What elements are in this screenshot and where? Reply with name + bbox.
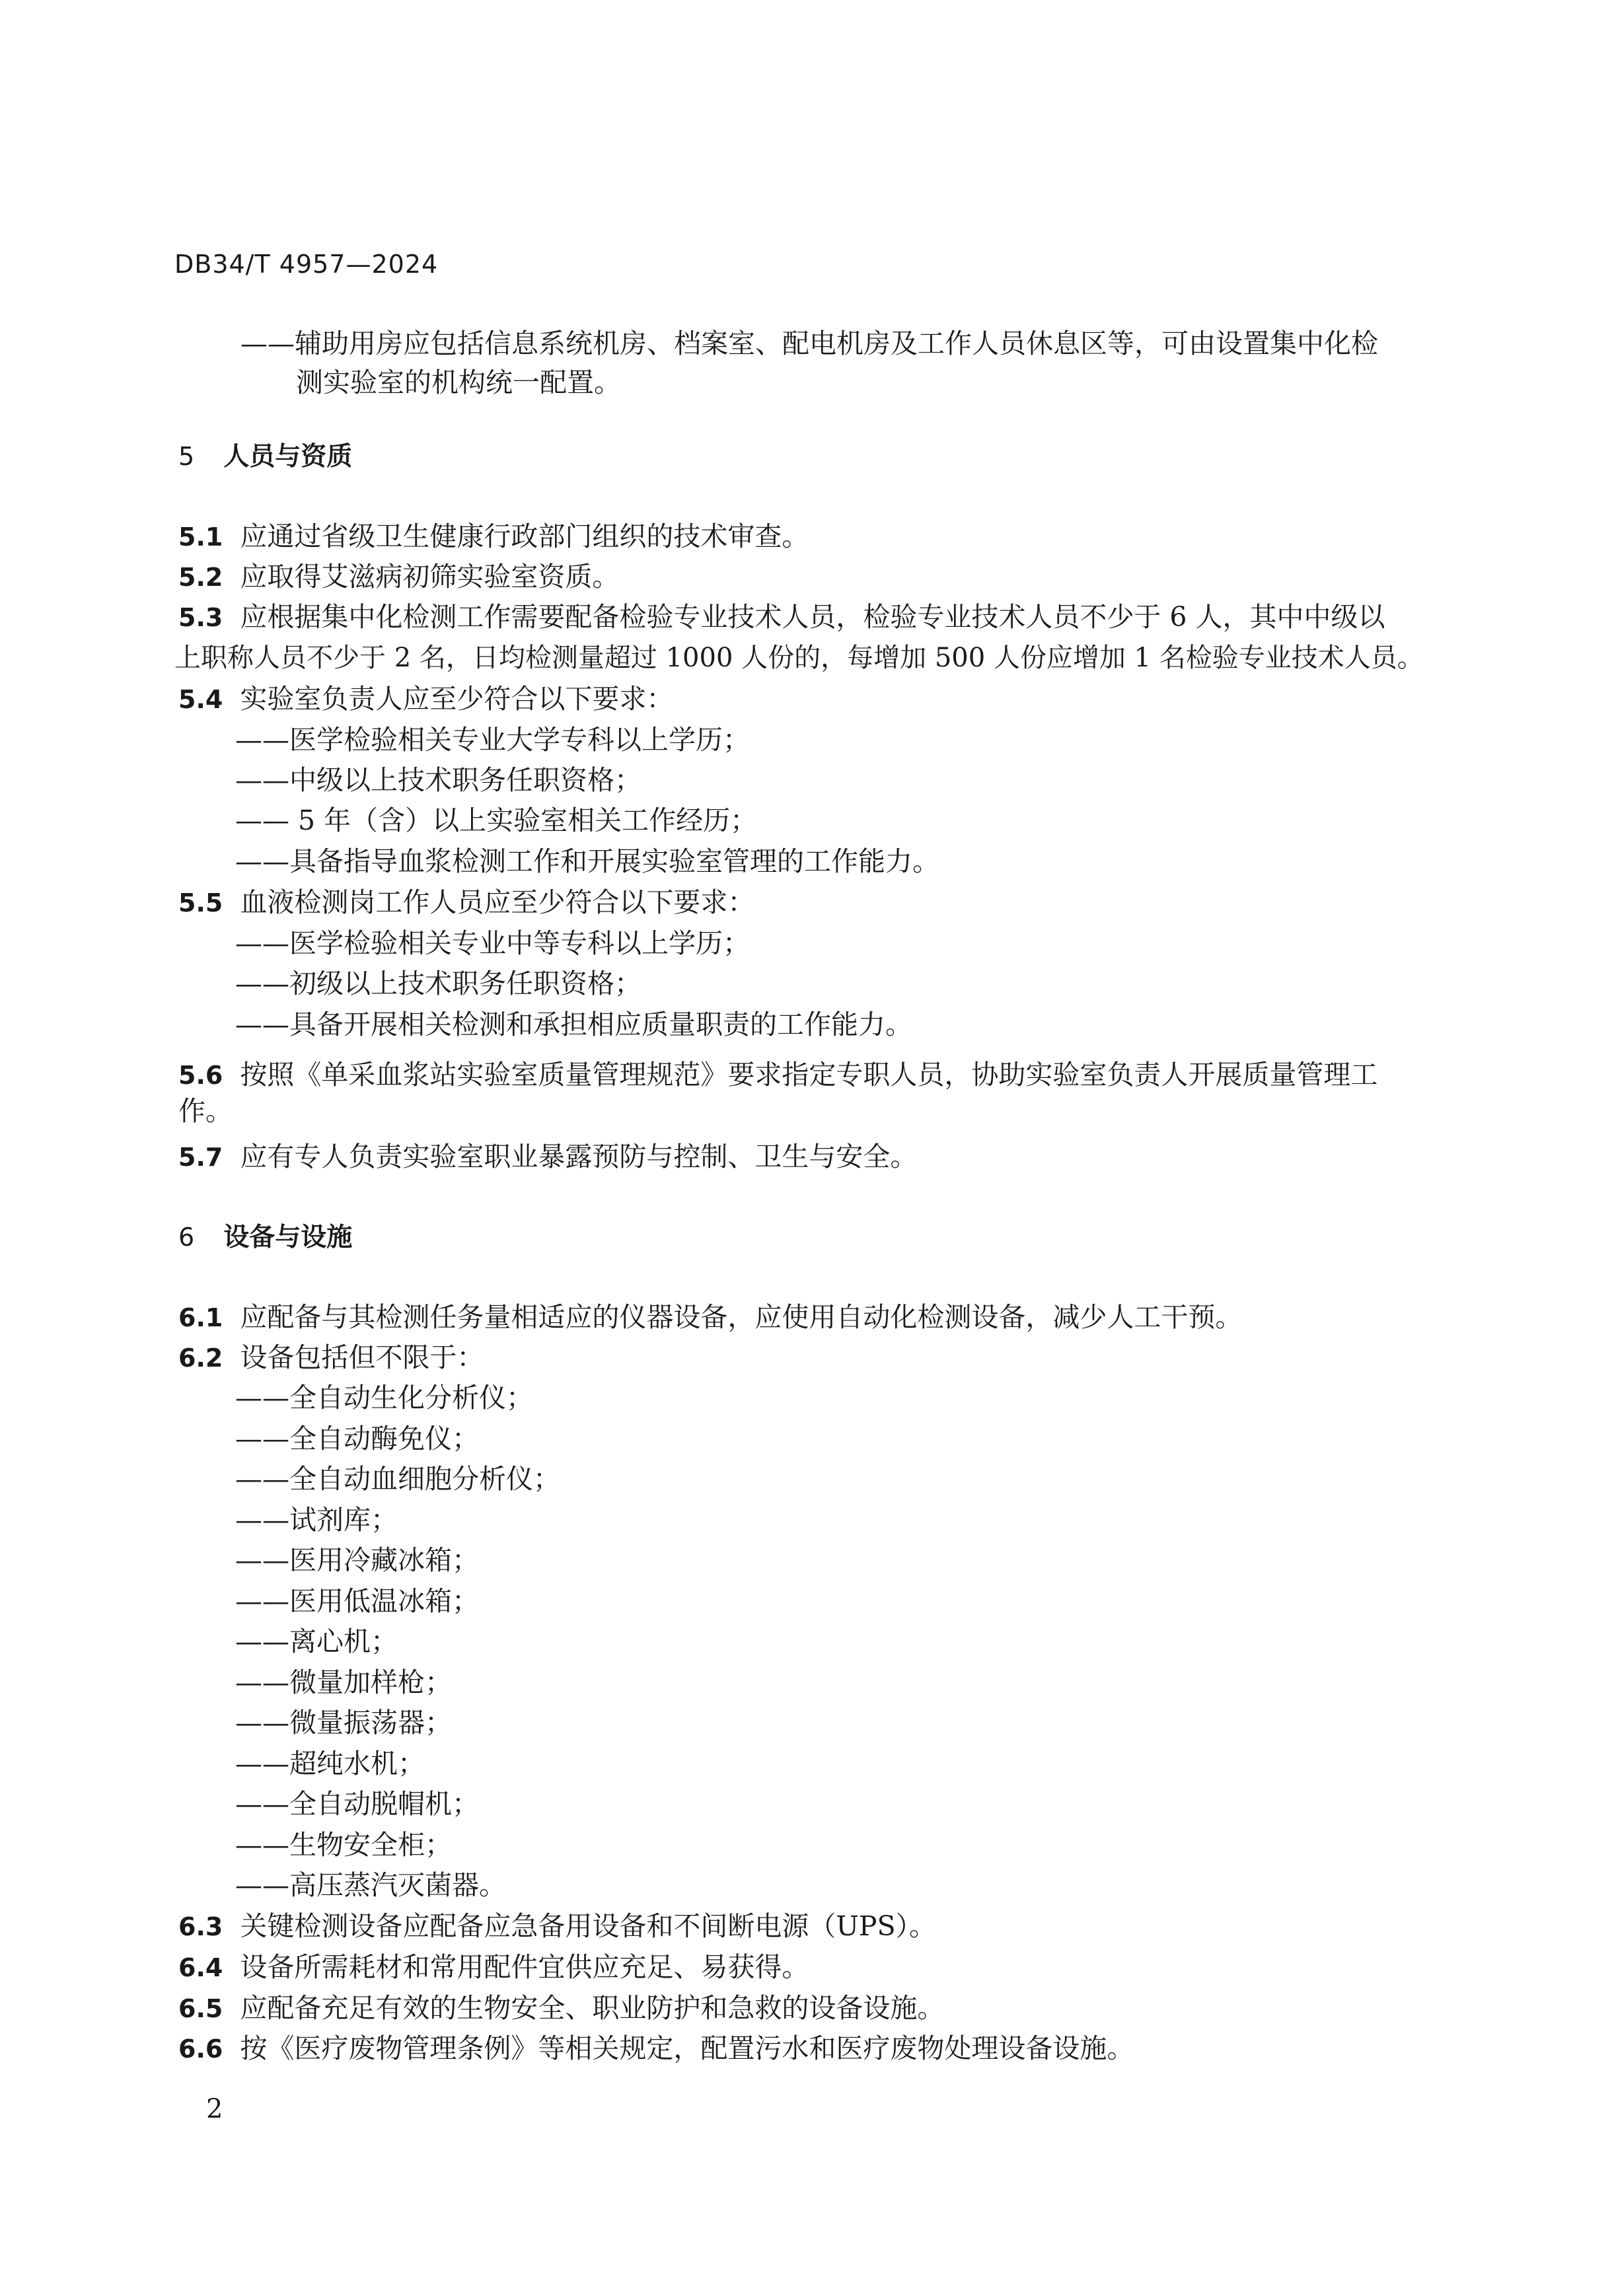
list-item: ——全自动酶免仪； [235, 1423, 479, 1454]
list-item: ——具备开展相关检测和承担相应质量职责的工作能力。 [235, 1009, 912, 1040]
clause-5-5: 5.5 血液检测岗工作人员应至少符合以下要求： [178, 886, 755, 918]
list-item: ——高压蒸汽灭菌器。 [235, 1869, 506, 1901]
clause-6-3: 6.3 关键检测设备应配备应急备用设备和不间断电源（UPS）。 [178, 1910, 937, 1942]
list-item: ——试剂库； [235, 1504, 398, 1536]
section-heading: 5 人员与资质 [178, 442, 353, 472]
list-item: ——超纯水机； [235, 1748, 425, 1779]
clause-6-4: 6.4 设备所需耗材和常用配件宜供应充足、易获得。 [178, 1951, 809, 1983]
list-item: ——初级以上技术职务任职资格； [235, 968, 642, 999]
clause-6-5: 6.5 应配备充足有效的生物安全、职业防护和急救的设备设施。 [178, 1992, 945, 2024]
section-heading: 6 设备与设施 [178, 1223, 353, 1252]
clause-5-7: 5.7 应有专人负责实验室职业暴露预防与控制、卫生与安全。 [178, 1141, 918, 1172]
list-item: ——医学检验相关专业大学专科以上学历； [235, 724, 750, 756]
list-item: ——微量加样枪； [235, 1667, 452, 1698]
clause-5-4: 5.4 实验室负责人应至少符合以下要求： [178, 683, 674, 715]
clause-5-2: 5.2 应取得艾滋病初筛实验室资质。 [178, 561, 620, 592]
document-code: DB34/T 4957—2024 [174, 250, 439, 279]
list-item: ——医用低温冰箱； [235, 1585, 479, 1617]
list-item: —— 5 年（含）以上实验室相关工作经历； [235, 805, 758, 836]
list-item: ——离心机； [235, 1626, 398, 1657]
list-item: ——全自动血细胞分析仪； [235, 1463, 560, 1495]
list-item: ——具备指导血浆检测工作和开展实验室管理的工作能力。 [235, 845, 939, 877]
list-item: ——微量振荡器； [235, 1707, 452, 1739]
clause-6-6: 6.6 按《医疗废物管理条例》等相关规定，配置污水和医疗废物处理设备设施。 [178, 2032, 1134, 2064]
list-item: ——医用冷藏冰箱； [235, 1544, 479, 1576]
paragraph-line: 作。 [178, 1095, 233, 1127]
clause-5-3: 5.3 应根据集中化检测工作需要配备检验专业技术人员，检验专业技术人员不少于 6 人，其中中级以 [178, 601, 1385, 633]
list-item: ——全自动脱帽机； [235, 1788, 479, 1820]
clause-6-1: 6.1 应配备与其检测任务量相适应的仪器设备，应使用自动化检测设备，减少人工干预。 [178, 1301, 1243, 1333]
clause-5-6: 5.6 按照《单采血浆站实验室质量管理规范》要求指定专职人员，协助实验室负责人开展质量管理工 [178, 1059, 1378, 1091]
paragraph-line: 测实验室的机构统一配置。 [296, 367, 621, 398]
list-item: ——医学检验相关专业中等专科以上学历； [235, 927, 750, 959]
page-number: 2 [206, 2094, 223, 2124]
paragraph-line: 上职称人员不少于 2 名，日均检测量超过 1000 人份的，每增加 500 人份应增加 1 名检验专业技术人员。 [174, 643, 1424, 673]
list-item: ——中级以上技术职务任职资格； [235, 764, 642, 796]
clause-6-2: 6.2 设备包括但不限于： [178, 1342, 484, 1373]
list-item: ——生物安全柜； [235, 1829, 452, 1861]
list-item: ——辅助用房应包括信息系统机房、档案室、配电机房及工作人员休息区等，可由设置集中化检 [240, 328, 1378, 359]
list-item: ——全自动生化分析仪； [235, 1382, 533, 1414]
clause-5-1: 5.1 应通过省级卫生健康行政部门组织的技术审查。 [178, 520, 809, 552]
